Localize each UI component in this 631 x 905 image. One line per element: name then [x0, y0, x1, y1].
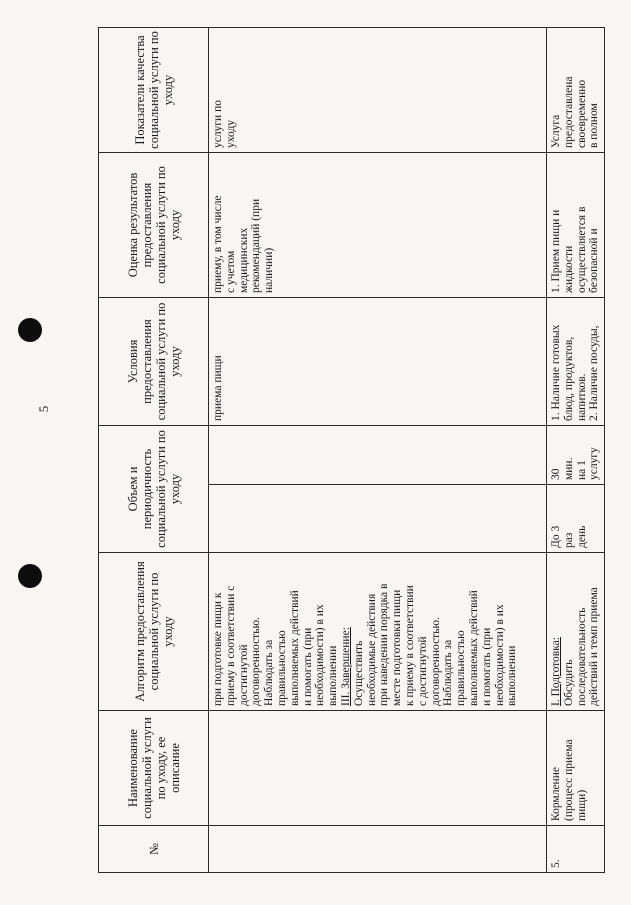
punch-hole: [18, 564, 42, 588]
cell-volume-frequency: До 3 раз день: [547, 485, 605, 553]
cell-volume-duration: 30 мин. на 1 услугу: [547, 426, 605, 485]
cell-name: Кормление (процесс приема пищи): [547, 711, 605, 826]
services-table: [98, 27, 605, 873]
cell-indicators: Услуга предоставлена своевременно в полном: [547, 28, 605, 153]
table-row-5: [547, 28, 605, 873]
header-indicators: Показатели качества социальной услуги по уходу: [99, 28, 209, 153]
header-volume: Объем и периодичность социальной услуги по уходу: [99, 426, 209, 553]
cell-volume-b-empty: [209, 426, 547, 485]
header-num: №: [99, 826, 209, 873]
header-conditions: Условия предоставления социальной услуги по уходу: [99, 298, 209, 426]
cell-conditions-continued: приема пищи: [209, 298, 547, 426]
cell-name-empty: [209, 711, 547, 826]
table-row-continued: [209, 28, 547, 873]
header-row: [99, 28, 209, 873]
cell-num-empty: [209, 826, 547, 873]
header-algorithm: Алгоритм предоставления социальной услуги по уходу: [99, 553, 209, 711]
cell-evaluation: 1. Прием пищи и жидкости осуществляется в безопасной и: [547, 153, 605, 298]
cell-volume-a-empty: [209, 485, 547, 553]
document-table-rotated: [98, 28, 601, 873]
header-evaluation: Оценка результатов предоставления социальной услуги по уходу: [99, 153, 209, 298]
cell-num: 5.: [547, 826, 605, 873]
page-number: 5: [36, 405, 51, 413]
punch-hole: [18, 318, 42, 342]
header-name: Наименование социальной услуги по уходу, ее описание: [99, 711, 209, 826]
cell-conditions: 1. Наличие готовых блюд, продуктов, напитков. 2. Наличие посуды,: [547, 298, 605, 426]
cell-algorithm: I. Подготовка: Обсудить последовательность действий и темп приема: [547, 553, 605, 711]
cell-algorithm-continued: при подготовке пищи к приему в соответствии с достигнутой договоренностью. Наблюдать за правильностью выполняемых действий и помогать (при необходимости) в их выполнении III. Завершение: Осуществить необходимые действия при наведении порядка в месте подготовки пищи к приему в соответствии с достигнутой договоренностью. Наблюдать за правильностью выполняемых действий и помогать (при необходимости) в их выполнении: [209, 553, 547, 711]
cell-indicators-continued: услуги по уходу: [209, 28, 547, 153]
cell-evaluation-continued: приему, в том числе с учетом медицинских рекомендаций (при наличии): [209, 153, 547, 298]
